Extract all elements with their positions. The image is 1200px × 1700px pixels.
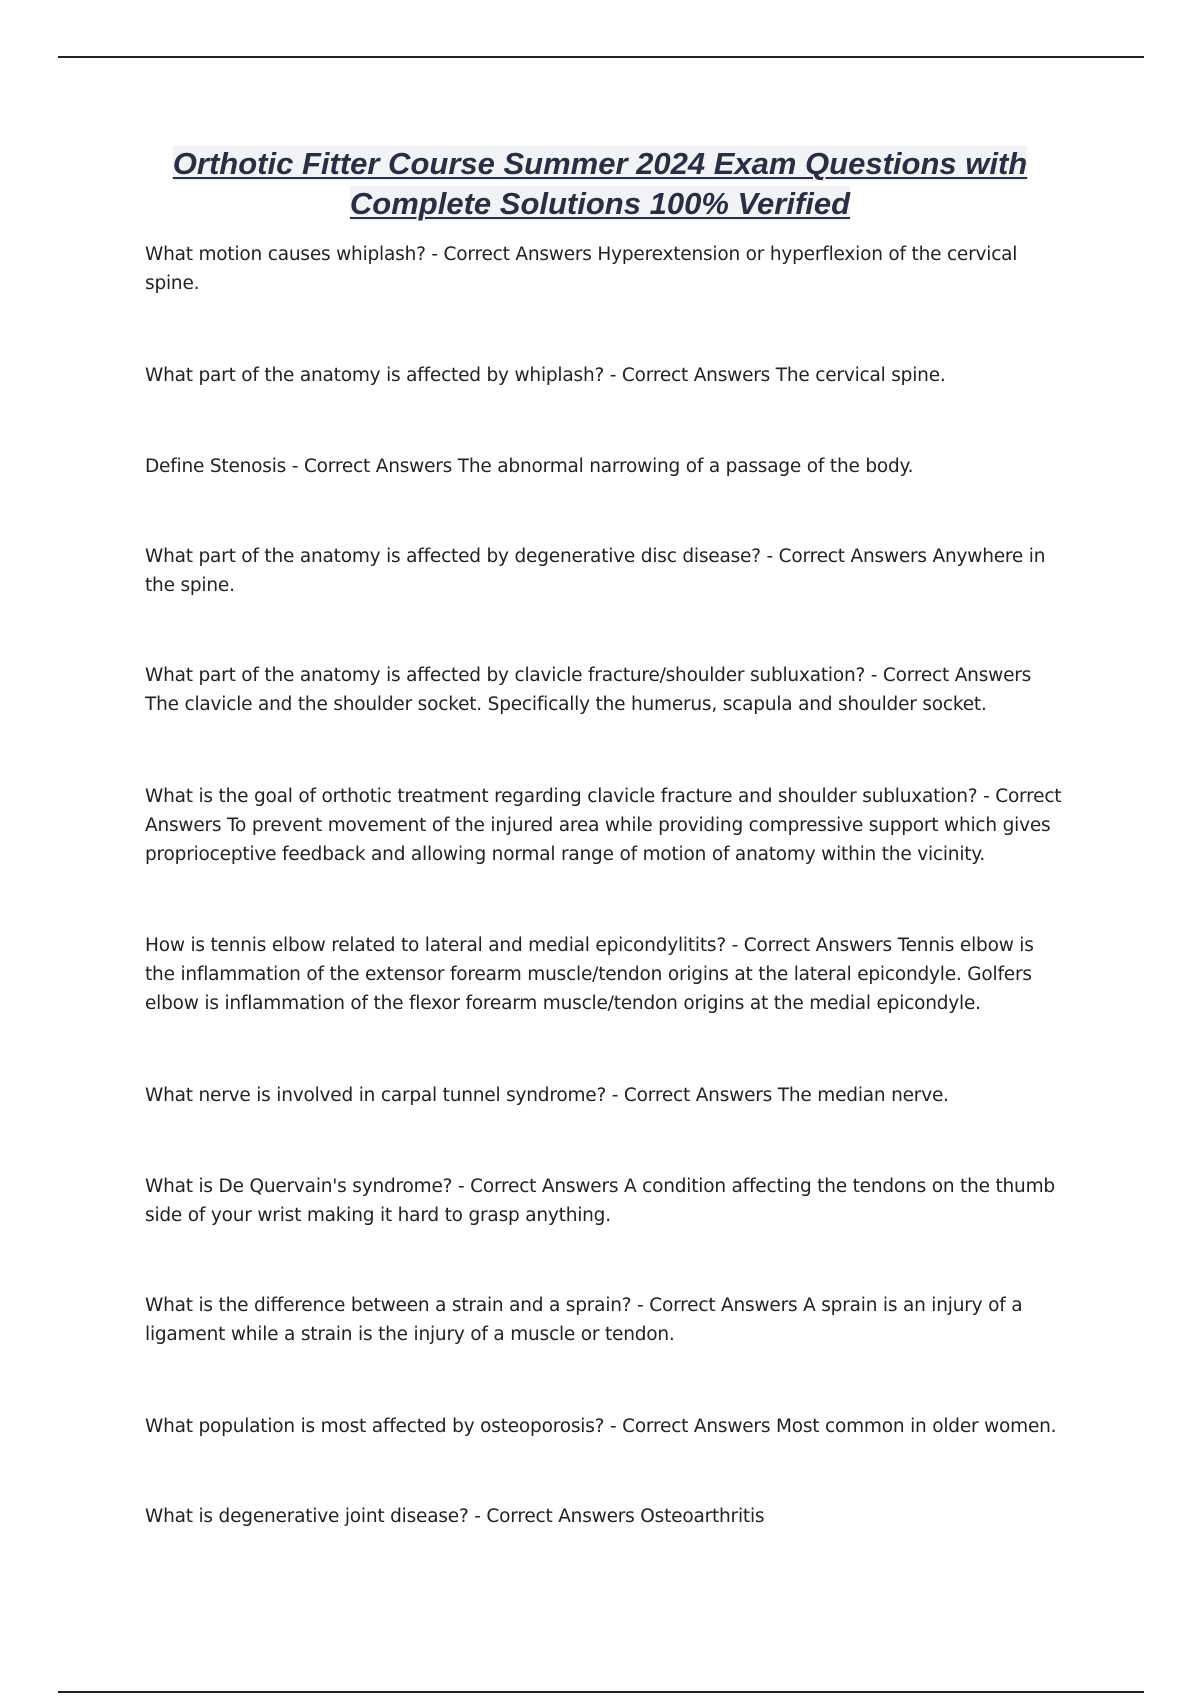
qa-item-10: What is the difference between a strain and a sprain? - Correct Answers A sprain is an injury of a ligament while a strain is the injury of a muscle or tendon. — [145, 1295, 1023, 1345]
qa-item-12: What is degenerative joint disease? - Correct Answers Osteoarthritis — [145, 1506, 765, 1527]
title-block — [100, 144, 1100, 224]
footer-rule — [58, 1691, 1144, 1693]
qa-item-4: What part of the anatomy is affected by degenerative disc disease? - Correct Answers Anywhere in the spine. — [145, 546, 1046, 596]
document-title: Orthotic Fitter Course Summer 2024 Exam Questions with Complete Solutions 100% Verified — [172, 146, 1028, 221]
header-rule — [58, 56, 1144, 58]
qa-item-5: What part of the anatomy is affected by clavicle fracture/shoulder subluxation? - Correct Answers The clavicle and the shoulder socket. Specifically the humerus, scapula and shoulder socket. — [145, 665, 1032, 715]
qa-item-3: Define Stenosis - Correct Answers The abnormal narrowing of a passage of the body. — [145, 456, 914, 477]
qa-item-9: What is De Quervain's syndrome? - Correct Answers A condition affecting the tendons on the thumb side of your wrist making it hard to grasp anything. — [145, 1176, 1055, 1226]
qa-item-8: What nerve is involved in carpal tunnel syndrome? - Correct Answers The median nerve. — [145, 1085, 949, 1106]
qa-item-11: What population is most affected by osteoporosis? - Correct Answers Most common in older women. — [145, 1416, 1057, 1437]
qa-item-7: How is tennis elbow related to lateral and medial epicondylitits? - Correct Answers Tennis elbow is the inflammation of the extensor forearm muscle/tendon origins at the lateral epicondyle. Golfers elbow is inflammation of the flexor forearm muscle/tendon origins at the medial epicondyle. — [145, 935, 1034, 1014]
qa-item-1: What motion causes whiplash? - Correct Answers Hyperextension or hyperflexion of the cervical spine. — [145, 244, 1018, 294]
qa-item-2: What part of the anatomy is affected by whiplash? - Correct Answers The cervical spine. — [145, 365, 946, 386]
qa-item-6: What is the goal of orthotic treatment regarding clavicle fracture and shoulder subluxation? - Correct Answers To prevent movement of the injured area while providing compressive support which gives proprioceptive feedback and allowing normal range of motion of anatomy within the vicinity. — [145, 786, 1062, 865]
